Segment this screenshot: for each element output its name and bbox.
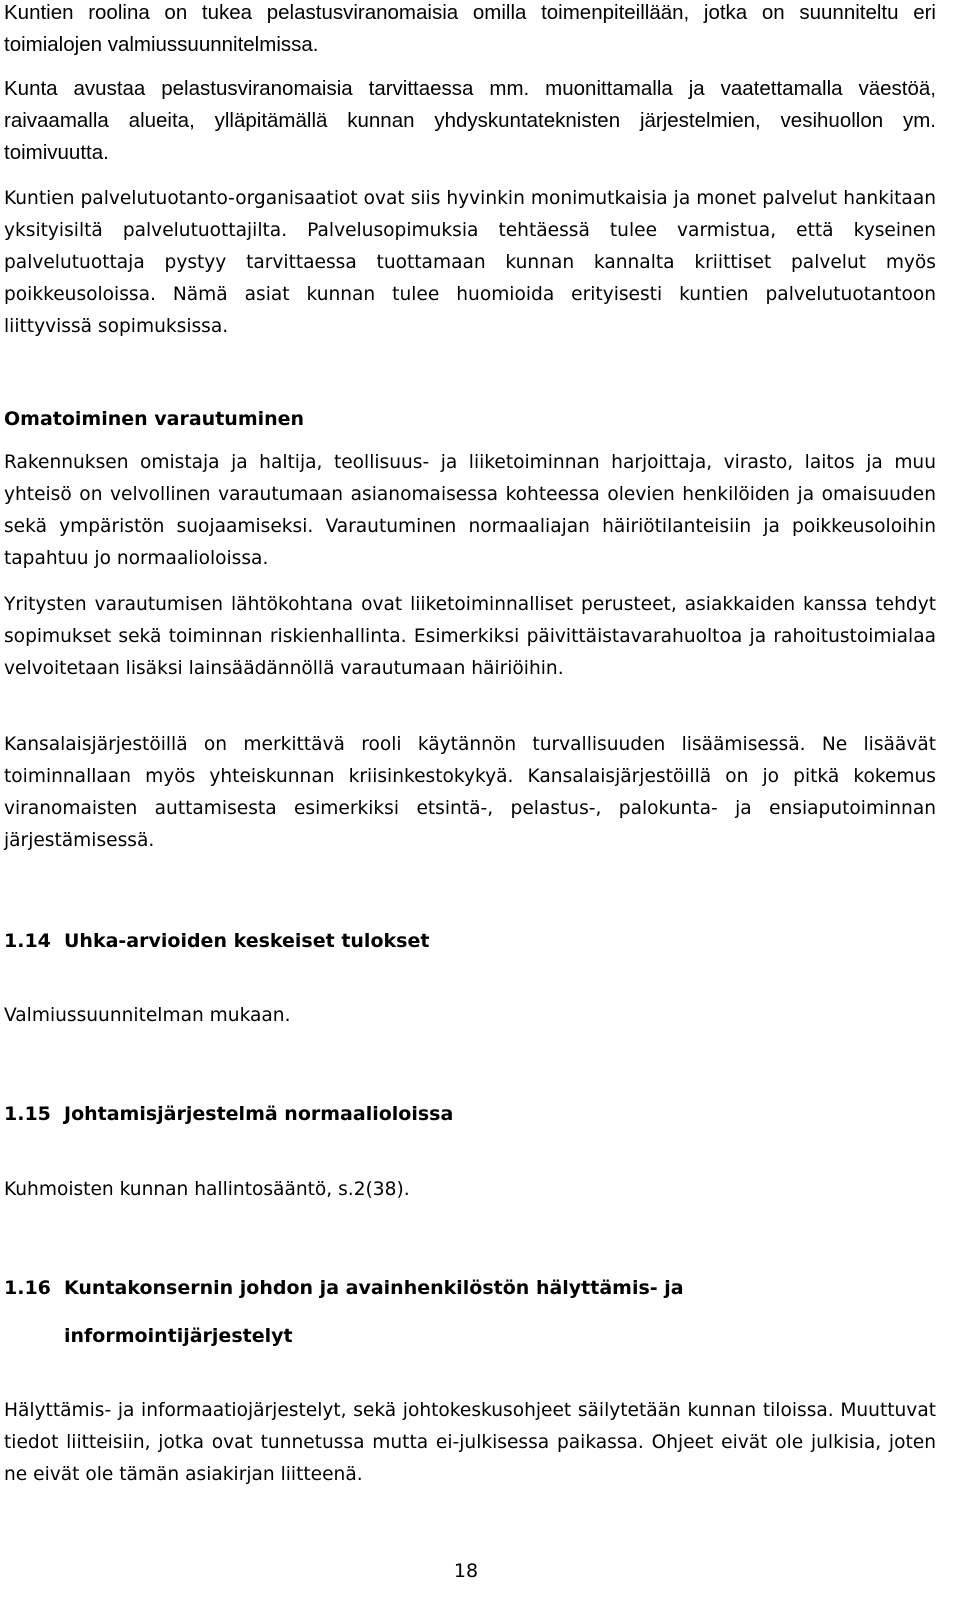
- paragraph-kunta-avustaa: Kunta avustaa pelastusviranomaisia tarvittaessa mm. muonittamalla ja vaatettamalla väestöä, raivaamalla alueita, ylläpitämällä kunnan yhdyskuntateknisten järjestelmien, vesihuollon ym. toimivuutta.: [4, 77, 936, 164]
- heading-section-1-16: [4, 1273, 684, 1303]
- section-title: Johtamisjärjestelmä normaalioloissa: [64, 1103, 454, 1125]
- paragraph-palvelutuotanto: Kuntien palvelutuotanto-organisaatiot ovat siis hyvinkin monimutkaisia ja monet palvelut hankitaan yksityisiltä palvelutuottajilta. Palvelusopimuksia tehtäessä tulee varmistua, että kyseinen palvelutuottaja pystyy tarvittaessa tuottamaan kunnan kannalta kriittiset palvelut myös poikkeusoloissa. Nämä asiat kunnan tulee huomioida erityisesti kuntien palvelutuotantoon liittyvissä sopimuksissa.: [4, 188, 936, 337]
- section-number: 1.15: [4, 1103, 51, 1125]
- section-number: 1.14: [4, 930, 51, 952]
- page-number: 18: [453, 1560, 479, 1582]
- heading-section-1-14: [4, 926, 429, 956]
- paragraph-yritysten-varautuminen: Yritysten varautumisen lähtökohtana ovat liiketoiminnalliset perusteet, asiakkaiden kanssa tehdyt sopimukset sekä toiminnan riskienhallinta. Esimerkiksi päivittäistavarahuoltoa ja rahoitustoimialaa velvoitetaan lisäksi lainsäädännöllä varautumaan häiriöihin.: [4, 594, 936, 679]
- paragraph-kansalaisjarjestot: Kansalaisjärjestöillä on merkittävä rooli käytännön turvallisuuden lisäämisessä. Ne lisäävät toiminnallaan myös yhteiskunnan kriisinkestokykyä. Kansalaisjärjestöillä on jo pitkä kokemus viranomaisten auttamisesta esimerkiksi etsintä-, pelastus-, palokunta- ja ensiaputoiminnan järjestämisessä.: [4, 734, 936, 851]
- paragraph-section-1-14: Valmiussuunnitelman mukaan.: [4, 1005, 291, 1026]
- heading-section-1-15: [4, 1099, 453, 1129]
- section-title-line-2: informointijärjestelyt: [64, 1325, 293, 1347]
- section-title: Uhka-arvioiden keskeiset tulokset: [64, 930, 430, 952]
- paragraph-rakennuksen-omistaja: Rakennuksen omistaja ja haltija, teollisuus- ja liiketoiminnan harjoittaja, virasto, laitos ja muu yhteisö on velvollinen varautumaan asianomaisessa kohteessa olevien henkilöiden ja omaisuuden sekä ympäristön suojaamiseksi. Varautuminen normaaliajan häiriötilanteisiin ja poikkeusoloihin tapahtuu jo normaalioloissa.: [4, 452, 936, 569]
- paragraph-section-1-15: Kuhmoisten kunnan hallintosääntö, s.2(38).: [4, 1179, 410, 1200]
- paragraph-section-1-16: Hälyttämis- ja informaatiojärjestelyt, sekä johtokeskusohjeet säilytetään kunnan tiloissa. Muuttuvat tiedot liitteisiin, jotka ovat tunnetussa mutta ei-julkisessa paikassa. Ohjeet eivät ole julkisia, joten ne eivät ole tämän asiakirjan liitteenä.: [4, 1400, 936, 1485]
- paragraph-kuntien-roolina: Kuntien roolina on tukea pelastusviranomaisia omilla toimenpiteillään, jotka on suunniteltu eri toimialojen valmiussuunnitelmissa.: [4, 1, 936, 56]
- heading-omatoiminen-varautuminen: Omatoiminen varautuminen: [4, 408, 305, 430]
- section-title-line-1: Kuntakonsernin johdon ja avainhenkilöstön hälyttämis- ja: [64, 1277, 684, 1299]
- section-number: 1.16: [4, 1277, 51, 1299]
